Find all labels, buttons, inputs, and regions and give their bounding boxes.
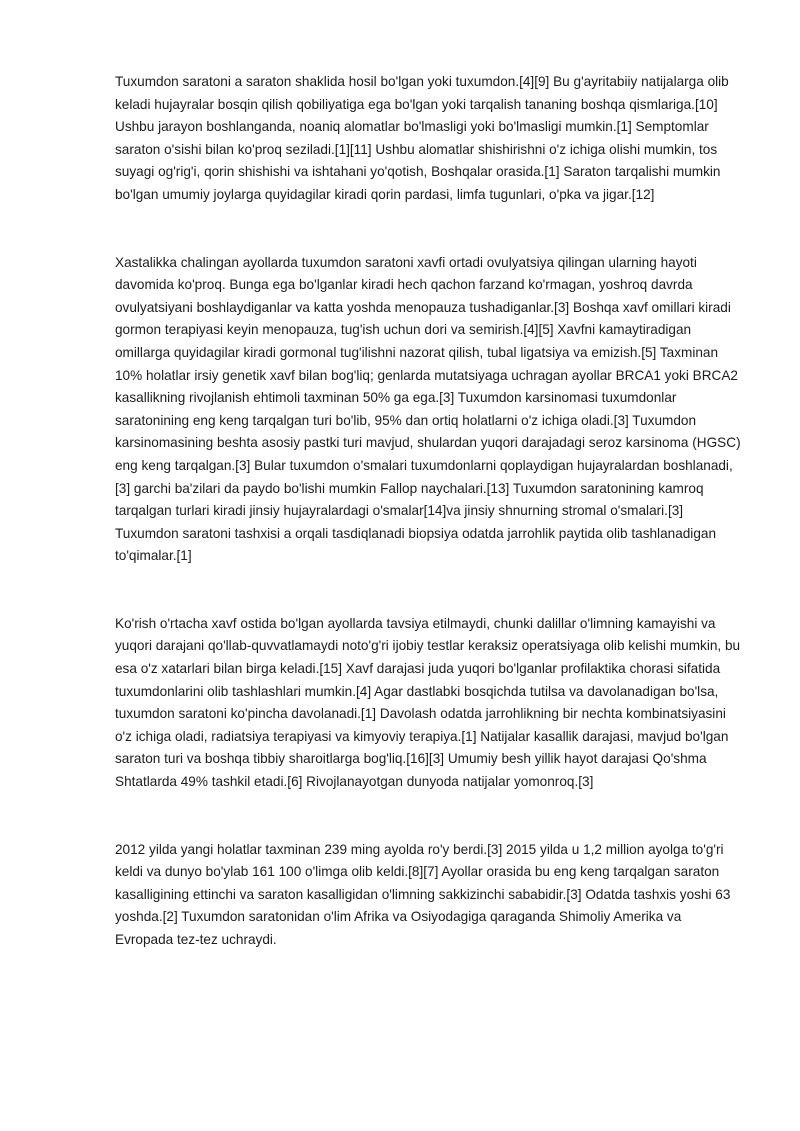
- paragraph-4: 2012 yilda yangi holatlar taxminan 239 ming ayolda ro'y berdi.[3] 2015 yilda u 1,2 million ayolga to'g'ri keldi va dunyo bo'ylab 161 100 o'limga olib keldi.[8][7] Ayollar orasida bu eng keng tarqalgan saraton kasalligining ettinchi va saraton kasalligidan o'limning sakkizinchi sababidir.[3] Odatda tashxis yoshi 63 yoshda.[2] Tuxumdon saratonidan o'lim Afrika va Osiyodagiga qaraganda Shimoliy Amerika va Evropada tez-tez uchraydi.: [115, 841, 731, 947]
- document-page: [115, 71, 741, 952]
- paragraph-2: Xastalikka chalingan ayollarda tuxumdon saratoni xavfi ortadi ovulyatsiya qilingan ularning hayoti davomida ko'proq. Bunga ega bo'lganlar kiradi hech qachon farzand ko'rmagan, yoshroq davrda ovulyatsiyani boshlaydiganlar va katta yoshda menopauza tushadiganlar.[3] Boshqa xavf omillari kiradi gormon terapiyasi keyin menopauza, tug'ish uchun dori va semirish.[4][5] Xavfni kamaytiradigan omillarga quyidagilar kiradi gormonal tug'ilishni nazorat qilish, tubal ligatsiya va emizish.[5] Taxminan 10% holatlar irsiy genetik xavf bilan bog'liq; genlarda mutatsiyaga uchragan ayollar BRCA1 yoki BRCA2 kasallikning rivojlanish ehtimoli taxminan 50% ga ega.[3] Tuxumdon karsinomasi tuxumdonlar saratonining eng keng tarqalgan turi bo'lib, 95% dan ortiq holatlarni o'z ichiga oladi.[3] Tuxumdon karsinomasining beshta asosiy pastki turi mavjud, shulardan yuqori darajadagi seroz karsinoma (HGSC) eng keng tarqalgan.[3] Bular tuxumdon o'smalari tuxumdonlarni qoplaydigan hujayralardan boshlanadi,[3] garchi ba'zilari da paydo bo'lishi mumkin Fallop naychalari.[13] Tuxumdon saratonining kamroq tarqalgan turlari kiradi jinsiy hujayralardagi o'smalar[14]va jinsiy shnurning stromal o'smalari.[3] Tuxumdon saratoni tashxisi a orqali tasdiqlanadi biopsiya odatda jarrohlik paytida olib tashlanadigan to'qimalar.[1]: [115, 254, 741, 564]
- paragraph-1: Tuxumdon saratoni a saraton shaklida hosil bo'lgan yoki tuxumdon.[4][9] Bu g'ayritabiiy natijalarga olib keladi hujayralar bosqin qilish qobiliyatiga ega bo'lgan yoki tarqalish tananing boshqa qismlariga.[10] Ushbu jarayon boshlanganda, noaniq alomatlar bo'lmasligi yoki bo'lmasligi mumkin.[1] Semptomlar saraton o'sishi bilan ko'proq seziladi.[1][11] Ushbu alomatlar shishirishni o'z ichiga olishi mumkin, tos suyagi og'rig'i, qorin shishishi va ishtahani yo'qotish, Boshqalar orasida.[1] Saraton tarqalishi mumkin bo'lgan umumiy joylarga quyidagilar kiradi qorin pardasi, limfa tugunlari, o'pka va jigar.[12]: [115, 74, 729, 202]
- paragraph-3: Ko'rish o'rtacha xavf ostida bo'lgan ayollarda tavsiya etilmaydi, chunki dalillar o'limning kamayishi va yuqori darajani qo'llab-quvvatlamaydi noto'g'ri ijobiy testlar keraksiz operatsiyaga olib kelishi mumkin, bu esa o'z xatarlari bilan birga keladi.[15] Xavf darajasi juda yuqori bo'lganlar profilaktika chorasi sifatida tuxumdonlarini olib tashlashlari mumkin.[4] Agar dastlabki bosqichda tutilsa va davolanadigan bo'lsa, tuxumdon saratoni ko'pincha davolanadi.[1] Davolash odatda jarrohlikning bir nechta kombinatsiyasini o'z ichiga oladi, radiatsiya terapiyasi va kimyoviy terapiya.[1] Natijalar kasallik darajasi, mavjud bo'lgan saraton turi va boshqa tibbiy sharoitlarga bog'liq.[16][3] Umumiy besh yillik hayot darajasi Qo'shma Shtatlarda 49% tashkil etadi.[6] Rivojlanayotgan dunyoda natijalar yomonroq.[3]: [115, 615, 741, 790]
